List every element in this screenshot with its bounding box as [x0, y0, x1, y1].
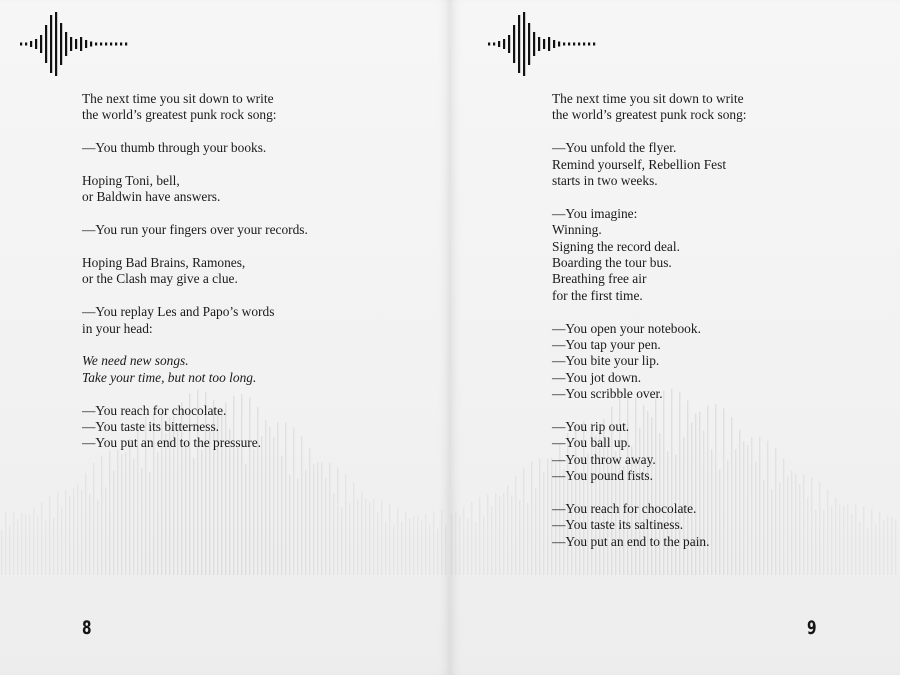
wave-bar: [60, 23, 62, 65]
stanza: [552, 321, 747, 403]
background-wave-bar: [823, 510, 824, 575]
wave-bar: [75, 39, 77, 49]
wave-bar: [65, 32, 67, 56]
wave-bar: [125, 43, 127, 46]
stanza: [552, 501, 747, 550]
wave-bar: [120, 43, 122, 46]
background-wave-bar: [413, 516, 414, 575]
background-wave-bar: [361, 492, 362, 575]
background-wave-bar: [33, 508, 34, 575]
page-right: [450, 0, 900, 675]
background-wave-bar: [5, 512, 6, 575]
background-wave-bar: [483, 516, 484, 575]
poem-line: —You imagine:: [552, 205, 638, 221]
background-wave-bar: [157, 452, 158, 575]
wave-bar: [20, 43, 22, 46]
background-wave-bar: [459, 516, 460, 575]
poem-line: Breathing free air: [552, 271, 647, 287]
stanza: [82, 140, 308, 156]
poem-line: or the Clash may give a clue.: [82, 271, 238, 287]
poem-line: Hoping Toni, bell,: [82, 173, 180, 188]
background-wave-bar: [771, 490, 772, 575]
background-wave-bar: [815, 510, 816, 575]
poem-line: Winning.: [552, 222, 602, 238]
background-wave-bar: [73, 489, 74, 575]
sound-wave-icon: [486, 10, 604, 78]
background-wave-bar: [851, 514, 852, 575]
background-wave-bar: [831, 507, 832, 575]
background-wave-bar: [755, 462, 756, 575]
background-wave-bar: [25, 514, 26, 575]
wave-bar: [568, 43, 570, 46]
background-wave-bar: [105, 487, 106, 575]
wave-bar: [90, 42, 92, 47]
page-number-right: 9: [807, 617, 816, 639]
poem-line: —You run your fingers over your records.: [82, 222, 308, 238]
background-wave-bar: [101, 455, 102, 575]
background-wave-bar: [883, 520, 884, 575]
wave-bar: [50, 15, 52, 73]
background-wave-bar: [791, 471, 792, 575]
stanza: [552, 140, 747, 189]
wave-bar: [573, 43, 575, 46]
background-wave-bar: [463, 507, 464, 575]
background-wave-bar: [377, 512, 378, 575]
sound-wave-icon: [18, 10, 136, 78]
poem-line: Take your time, but not too long.: [82, 369, 257, 385]
background-wave-bar: [441, 510, 442, 575]
background-wave-bar: [61, 507, 62, 575]
wave-bar: [553, 40, 555, 48]
background-wave-bar: [751, 437, 752, 575]
background-wave-bar: [9, 525, 10, 575]
wave-bar: [40, 35, 42, 53]
wave-bar: [548, 37, 550, 51]
background-wave-bar: [21, 513, 22, 575]
background-wave-bar: [775, 448, 776, 575]
wave-bar: [100, 43, 102, 46]
background-wave-bar: [527, 503, 528, 575]
wave-bar: [115, 43, 117, 46]
poem-line: —You bite your lip.: [552, 353, 660, 369]
poem-line: —You reach for chocolate.: [552, 501, 697, 517]
background-wave-bar: [479, 498, 480, 575]
background-wave-bar: [543, 473, 544, 575]
background-wave-bar: [317, 462, 318, 575]
background-wave-bar: [369, 502, 370, 575]
stanza: [552, 419, 747, 485]
wave-bar: [95, 43, 97, 46]
poem-line: —You rip out.: [552, 419, 630, 435]
poem-line: Hoping Bad Brains, Ramones,: [82, 255, 246, 270]
poem-line: —You throw away.: [552, 451, 656, 467]
background-wave-bar: [859, 521, 860, 575]
poem-line: The next time you sit down to write: [82, 91, 274, 106]
background-wave-bar: [487, 494, 488, 575]
background-wave-bar: [827, 489, 828, 575]
background-wave-bar: [325, 478, 326, 575]
page-number-left: 8: [82, 617, 91, 639]
background-wave-bar: [305, 470, 306, 575]
wave-bar: [508, 35, 510, 53]
background-wave-bar: [425, 514, 426, 575]
background-wave-bar: [297, 478, 298, 575]
background-wave-bar: [417, 516, 418, 575]
wave-bar: [523, 12, 525, 76]
poem-line: —You reach for chocolate.: [82, 402, 227, 418]
poem-line: —You taste its bitterness.: [82, 419, 220, 435]
background-wave-bar: [535, 488, 536, 575]
background-wave-bar: [429, 524, 430, 575]
wave-bar: [583, 43, 585, 46]
wave-bar: [593, 43, 595, 46]
background-wave-bar: [879, 512, 880, 575]
background-wave-bar: [433, 511, 434, 575]
poem-line: —You put an end to the pain.: [552, 533, 710, 549]
poem-line: —You jot down.: [552, 369, 642, 385]
background-wave-bar: [381, 501, 382, 575]
background-wave-bar: [385, 521, 386, 575]
background-wave-bar: [499, 496, 500, 575]
background-wave-bar: [437, 529, 438, 575]
background-wave-bar: [891, 517, 892, 575]
wave-bar: [35, 39, 37, 49]
background-wave-bar: [29, 514, 30, 575]
wave-bar: [30, 41, 32, 47]
wave-bar: [488, 43, 490, 46]
stanza: [82, 222, 308, 238]
background-wave-bar: [41, 502, 42, 575]
stanza: [82, 173, 308, 206]
wave-bar: [85, 40, 87, 48]
background-wave-bar: [467, 519, 468, 575]
background-wave-bar: [523, 468, 524, 575]
wave-bar: [513, 25, 515, 63]
background-wave-bar: [783, 458, 784, 575]
background-wave-bar: [795, 474, 796, 575]
background-wave-bar: [329, 463, 330, 575]
stanza: [82, 91, 308, 124]
background-wave-bar: [787, 476, 788, 575]
background-wave-bar: [353, 483, 354, 575]
background-wave-bar: [337, 467, 338, 575]
background-wave-bar: [53, 518, 54, 575]
background-wave-bar: [17, 520, 18, 575]
background-wave-bar: [85, 473, 86, 575]
background-wave-bar: [193, 458, 194, 575]
poem-line: starts in two weeks.: [552, 173, 658, 189]
background-wave-bar: [887, 516, 888, 575]
poem-line: Boarding the tour bus.: [552, 255, 672, 271]
background-wave-bar: [843, 505, 844, 575]
background-wave-bar: [57, 492, 58, 575]
background-wave-bar: [77, 484, 78, 575]
background-wave-bar: [401, 521, 402, 575]
background-wave-bar: [451, 514, 452, 575]
wave-bar: [498, 41, 500, 47]
background-wave-bar: [133, 459, 134, 575]
background-wave-bar: [503, 493, 504, 575]
background-wave-bar: [871, 509, 872, 575]
stanza: [552, 91, 747, 124]
background-wave-bar: [867, 527, 868, 575]
background-wave-bar: [313, 464, 314, 575]
poem-line: Signing the record deal.: [552, 238, 680, 254]
stanza: [82, 403, 308, 452]
background-wave-bar: [37, 517, 38, 575]
poem-line: We need new songs.: [82, 353, 189, 369]
background-wave-bar: [125, 452, 126, 575]
poem-line: —You replay Les and Papo’s words: [82, 304, 275, 320]
wave-bar: [518, 15, 520, 73]
background-wave-bar: [807, 497, 808, 575]
wave-bar: [538, 37, 540, 51]
poem-line: —You tap your pen.: [552, 337, 661, 353]
background-wave-bar: [97, 499, 98, 575]
background-wave-bar: [759, 437, 760, 575]
background-wave-bar: [245, 464, 246, 575]
poem-line: —You pound fists.: [552, 468, 653, 484]
background-wave-bar: [373, 499, 374, 575]
wave-bar: [110, 43, 112, 46]
poem-line: —You put an end to the pressure.: [82, 435, 262, 451]
background-wave-bar: [539, 458, 540, 575]
background-wave-bar: [471, 502, 472, 575]
background-wave-bar: [397, 507, 398, 575]
background-wave-bar: [289, 475, 290, 575]
background-wave-bar: [1, 530, 2, 575]
wave-bar: [533, 32, 535, 56]
background-wave-bar: [895, 519, 896, 575]
background-wave-bar: [349, 503, 350, 575]
wave-bar: [578, 43, 580, 46]
poem-line: —You open your notebook.: [552, 320, 701, 336]
wave-bar: [80, 37, 82, 51]
background-wave-bar: [519, 500, 520, 575]
background-wave-bar: [333, 493, 334, 575]
background-wave-bar: [321, 462, 322, 575]
background-wave-bar: [839, 504, 840, 575]
stanza: [82, 255, 308, 288]
background-wave-bar: [405, 512, 406, 575]
background-wave-bar: [109, 451, 110, 575]
background-wave-bar: [89, 494, 90, 575]
wave-bar: [55, 12, 57, 76]
quote-stanza: [82, 353, 308, 386]
wave-bar: [563, 43, 565, 46]
background-wave-bar: [511, 495, 512, 575]
background-wave-bar: [357, 500, 358, 575]
background-wave-bar: [455, 513, 456, 575]
poem-line: —You scribble over.: [552, 386, 663, 402]
poem-line: or Baldwin have answers.: [82, 189, 221, 205]
background-wave-bar: [117, 449, 118, 575]
background-wave-bar: [345, 474, 346, 575]
poem-line: for the first time.: [552, 287, 643, 303]
background-wave-bar: [855, 504, 856, 575]
background-wave-bar: [811, 477, 812, 575]
background-wave-bar: [65, 489, 66, 575]
background-wave-bar: [779, 482, 780, 575]
poem-line: —You unfold the flyer.: [552, 140, 677, 156]
background-wave-bar: [389, 504, 390, 575]
poem-line: —You thumb through your books.: [82, 140, 267, 156]
background-wave-bar: [393, 525, 394, 575]
background-wave-bar: [547, 459, 548, 575]
background-wave-bar: [495, 493, 496, 575]
background-wave-bar: [515, 476, 516, 575]
background-wave-bar: [799, 484, 800, 575]
background-wave-bar: [767, 441, 768, 575]
wave-bar: [45, 25, 47, 63]
background-wave-bar: [763, 480, 764, 575]
poem-line: —You taste its saltiness.: [552, 517, 684, 533]
background-wave-bar: [507, 486, 508, 575]
background-wave-bar: [281, 456, 282, 575]
wave-bar: [543, 39, 545, 49]
background-wave-bar: [341, 507, 342, 575]
poem-line: The next time you sit down to write: [552, 91, 744, 106]
background-wave-bar: [803, 474, 804, 575]
poem-line: —You ball up.: [552, 435, 631, 451]
background-wave-bar: [531, 462, 532, 575]
poem-text-right: [552, 91, 747, 567]
background-wave-bar: [491, 506, 492, 575]
background-wave-bar: [409, 518, 410, 575]
wave-bar: [105, 43, 107, 46]
background-wave-bar: [13, 512, 14, 575]
background-wave-bar: [149, 472, 150, 575]
background-wave-bar: [365, 498, 366, 575]
background-wave-bar: [309, 448, 310, 575]
background-wave-bar: [93, 463, 94, 575]
background-wave-bar: [875, 524, 876, 575]
wave-bar: [588, 43, 590, 46]
background-wave-bar: [475, 522, 476, 575]
poem-text-left: [82, 91, 308, 468]
wave-bar: [493, 43, 495, 46]
background-wave-bar: [835, 497, 836, 575]
background-wave-bar: [141, 468, 142, 575]
background-wave-bar: [113, 471, 114, 575]
background-wave-bar: [49, 497, 50, 575]
background-wave-bar: [421, 520, 422, 575]
wave-bar: [70, 37, 72, 51]
background-wave-bar: [445, 525, 446, 575]
background-wave-bar: [69, 496, 70, 575]
wave-bar: [25, 43, 27, 46]
background-wave-bar: [847, 504, 848, 575]
stanza: [82, 304, 308, 337]
background-wave-bar: [81, 490, 82, 575]
wave-bar: [503, 39, 505, 49]
background-wave-bar: [747, 445, 748, 575]
background-wave-bar: [121, 454, 122, 575]
poem-line: the world’s greatest punk rock song:: [82, 107, 277, 123]
poem-line: Remind yourself, Rebellion Fest: [552, 156, 727, 172]
background-wave-bar: [863, 506, 864, 575]
poem-line: the world’s greatest punk rock song:: [552, 107, 747, 123]
wave-bar: [528, 23, 530, 65]
background-wave-bar: [819, 482, 820, 575]
background-wave-bar: [201, 450, 202, 575]
background-wave-bar: [45, 520, 46, 575]
wave-bar: [558, 42, 560, 47]
stanza: [552, 206, 747, 304]
poem-line: in your head:: [82, 320, 153, 336]
